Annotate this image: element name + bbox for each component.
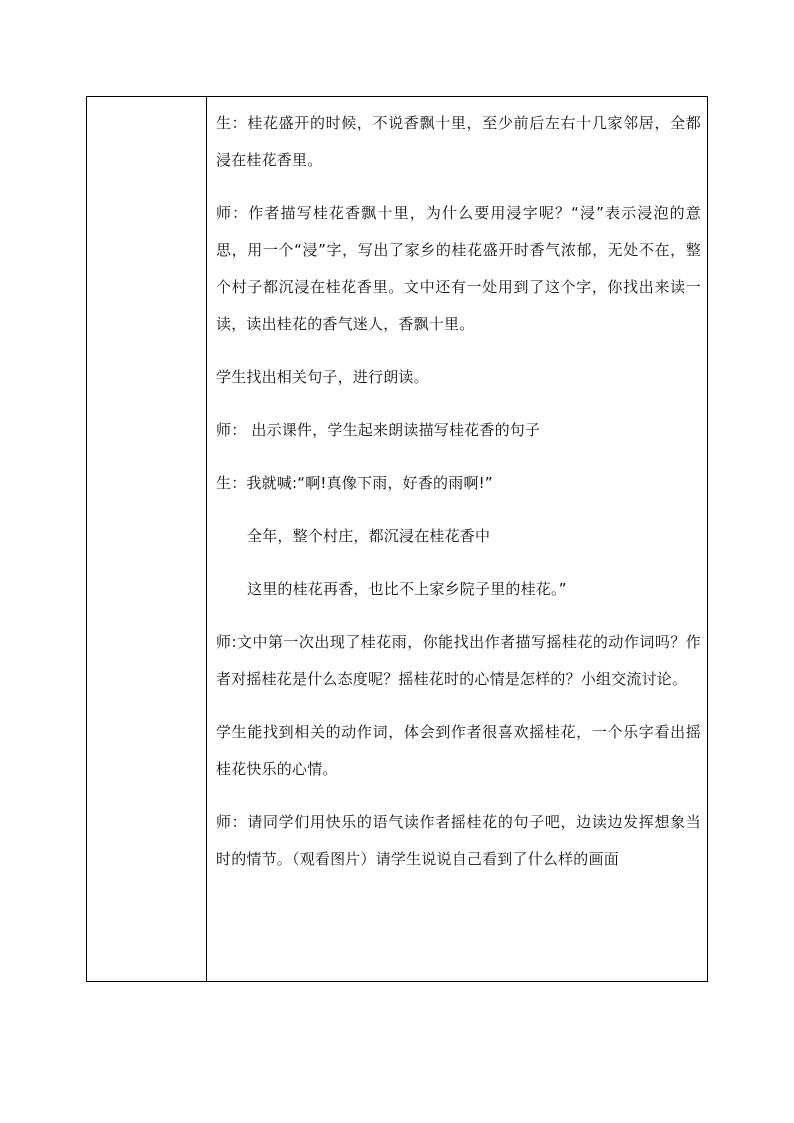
paragraph-teacher-reading-task: 师：请同学们用快乐的语气读作者摇桂花的句子吧，边读边发挥想象当时的情节。（观看图片）请学生说说自己看到了什么样的画面 — [216, 813, 701, 868]
lesson-left-cell — [87, 97, 207, 981]
lesson-content-cell — [208, 97, 707, 981]
paragraph-teacher-discussion: 师:文中第一次出现了桂花雨，你能找出作者描写摇桂花的动作词吗？作者对摇桂花是什么态度呢？摇桂花时的心情是怎样的？小组交流讨论。 — [216, 633, 701, 688]
paragraph-student-reading: 生：我就喊:“啊!真像下雨，好香的雨啊!” — [216, 474, 493, 492]
paragraph-teacher-question: 师：作者描写桂花香飘十里，为什么要用浸字呢？“浸”表示浸泡的意思，用一个“浸”字，写出了家乡的桂花盛开时香气浓郁，无处不在，整个村子都沉浸在桂花香里。文中还有一处用到了这个字，你找出来读一读，读出桂花的香气迷人，香飘十里。 — [216, 204, 701, 333]
paragraph-teacher-courseware: 师： 出示课件，学生起来朗读描写桂花香的句子 — [216, 421, 541, 439]
paragraph-student-activity: 学生找出相关句子，进行朗读。 — [216, 368, 429, 386]
lesson-table — [86, 96, 708, 982]
paragraph-student-findings: 学生能找到相关的动作词，体会到作者很喜欢摇桂花，一个乐字看出摇桂花快乐的心情。 — [216, 723, 701, 778]
paragraph-quote-line-2: 这里的桂花再香，也比不上家乡院子里的桂花。” — [247, 580, 567, 598]
paragraph-student-answer: 生：桂花盛开的时候，不说香飘十里，至少前后左右十几家邻居，全都浸在桂花香里。 — [216, 114, 701, 169]
paragraph-quote-line-1: 全年，整个村庄，都沉浸在桂花香中 — [247, 527, 491, 545]
